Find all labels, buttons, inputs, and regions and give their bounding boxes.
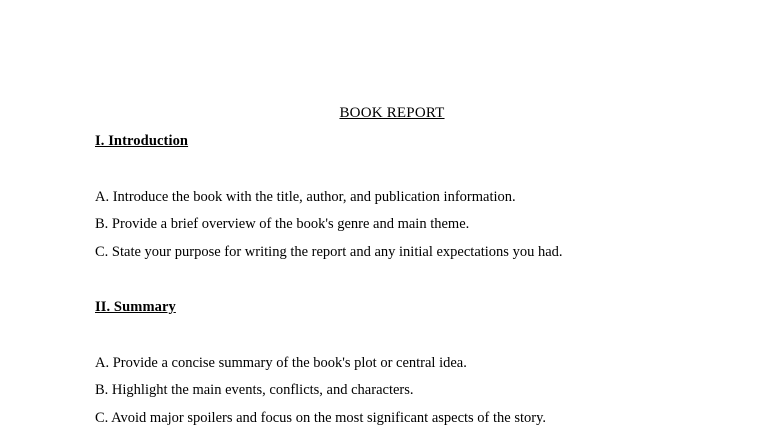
list-item: B. Provide a brief overview of the book's genre and main theme. [95, 216, 470, 232]
list-item: A. Provide a concise summary of the book's plot or central idea. [95, 355, 467, 371]
section-heading-summary: II. Summary [95, 299, 176, 315]
document-title: BOOK REPORT [339, 105, 445, 121]
list-item: C. State your purpose for writing the report and any initial expectations you had. [95, 244, 563, 260]
list-item: A. Introduce the book with the title, author, and publication information. [95, 189, 516, 205]
list-item: B. Highlight the main events, conflicts, and characters. [95, 382, 414, 398]
list-item: C. Avoid major spoilers and focus on the most significant aspects of the story. [95, 410, 547, 426]
section-heading-introduction: I. Introduction [95, 133, 189, 149]
